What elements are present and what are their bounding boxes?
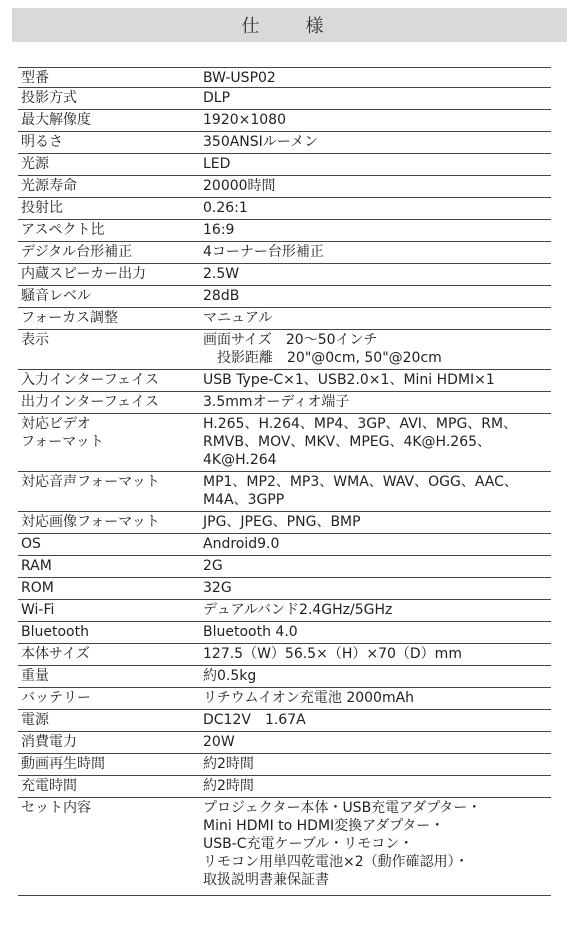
spec-label: デジタル台形補正 xyxy=(18,242,200,264)
spec-label: 光源 xyxy=(18,154,200,176)
spec-label: Wi-Fi xyxy=(18,600,200,622)
spec-label: 型番 xyxy=(18,68,200,88)
spec-row xyxy=(18,392,551,414)
spec-value: Android9.0 xyxy=(200,534,551,556)
spec-label: 出力インターフェイス xyxy=(18,392,200,414)
spec-row xyxy=(18,732,551,754)
spec-label: 最大解像度 xyxy=(18,110,200,132)
spec-value: DLP xyxy=(200,88,551,110)
spec-label: 内蔵スピーカー出力 xyxy=(18,264,200,286)
spec-value: 350ANSIルーメン xyxy=(200,132,551,154)
spec-label: 投影方式 xyxy=(18,88,200,110)
spec-value: 0.26:1 xyxy=(200,198,551,220)
spec-value: 20000時間 xyxy=(200,176,551,198)
spec-row xyxy=(18,710,551,732)
spec-label: セット内容 xyxy=(18,798,200,896)
spec-value: 1920×1080 xyxy=(200,110,551,132)
spec-label: 重量 xyxy=(18,666,200,688)
spec-value: 2G xyxy=(200,556,551,578)
spec-label: 光源寿命 xyxy=(18,176,200,198)
spec-row xyxy=(18,308,551,330)
spec-row xyxy=(18,776,551,798)
spec-row xyxy=(18,472,551,512)
spec-row xyxy=(18,666,551,688)
spec-label: 充電時間 xyxy=(18,776,200,798)
spec-label: 対応ビデオ フォーマット xyxy=(18,414,200,472)
spec-value: マニュアル xyxy=(200,308,551,330)
spec-value: 4コーナー台形補正 xyxy=(200,242,551,264)
spec-label: 電源 xyxy=(18,710,200,732)
spec-label: バッテリー xyxy=(18,688,200,710)
spec-value: 127.5（W）56.5×（H）×70（D）mm xyxy=(200,644,551,666)
spec-value: Bluetooth 4.0 xyxy=(200,622,551,644)
spec-title: 仕 様 xyxy=(241,16,338,37)
spec-row xyxy=(18,512,551,534)
spec-label: 本体サイズ xyxy=(18,644,200,666)
spec-row xyxy=(18,110,551,132)
spec-value: 約2時間 xyxy=(200,776,551,798)
spec-table xyxy=(18,67,551,896)
spec-row xyxy=(18,578,551,600)
spec-value: 約2時間 xyxy=(200,754,551,776)
spec-row xyxy=(18,600,551,622)
spec-row xyxy=(18,264,551,286)
spec-label: Bluetooth xyxy=(18,622,200,644)
spec-label: 騒音レベル xyxy=(18,286,200,308)
spec-row xyxy=(18,644,551,666)
spec-label: 対応画像フォーマット xyxy=(18,512,200,534)
spec-row xyxy=(18,68,551,88)
spec-row xyxy=(18,534,551,556)
spec-value: 16:9 xyxy=(200,220,551,242)
spec-header xyxy=(12,8,567,42)
spec-value: 約0.5kg xyxy=(200,666,551,688)
spec-label: 消費電力 xyxy=(18,732,200,754)
spec-value: リチウムイオン充電池 2000mAh xyxy=(200,688,551,710)
spec-row xyxy=(18,556,551,578)
spec-row xyxy=(18,622,551,644)
spec-value: USB Type-C×1、USB2.0×1、Mini HDMI×1 xyxy=(200,370,551,392)
spec-label: ROM xyxy=(18,578,200,600)
spec-value: プロジェクター本体・USB充電アダプター・ Mini HDMI to HDMI変換アダプター・ USB-C充電ケーブル・リモコン・ リモコン用単四乾電池×2（動作確認用）・ 取扱説明書兼保証書 xyxy=(200,798,551,896)
spec-value: 2.5W xyxy=(200,264,551,286)
spec-label: 表示 xyxy=(18,330,200,370)
spec-label: 明るさ xyxy=(18,132,200,154)
spec-row xyxy=(18,286,551,308)
spec-row xyxy=(18,132,551,154)
spec-row xyxy=(18,688,551,710)
spec-value: H.265、H.264、MP4、3GP、AVI、MPG、RM、 RMVB、MOV、MKV、MPEG、4K@H.265、 4K@H.264 xyxy=(200,414,551,472)
spec-value: LED xyxy=(200,154,551,176)
spec-label: RAM xyxy=(18,556,200,578)
spec-value: デュアルバンド2.4GHz/5GHz xyxy=(200,600,551,622)
spec-row xyxy=(18,154,551,176)
spec-value: 3.5mmオーディオ端子 xyxy=(200,392,551,414)
spec-value: DC12V 1.67A xyxy=(200,710,551,732)
spec-table-body xyxy=(18,68,551,896)
spec-value: 32G xyxy=(200,578,551,600)
spec-value: 画面サイズ 20～50インチ 投影距離 20"@0cm, 50"@20cm xyxy=(200,330,551,370)
spec-value: BW-USP02 xyxy=(200,68,551,88)
spec-label: フォーカス調整 xyxy=(18,308,200,330)
spec-label: 入力インターフェイス xyxy=(18,370,200,392)
spec-label: 対応音声フォーマット xyxy=(18,472,200,512)
spec-value: 28dB xyxy=(200,286,551,308)
spec-label: アスペクト比 xyxy=(18,220,200,242)
spec-label: OS xyxy=(18,534,200,556)
spec-label: 投射比 xyxy=(18,198,200,220)
spec-row xyxy=(18,798,551,896)
spec-row xyxy=(18,242,551,264)
spec-value: JPG、JPEG、PNG、BMP xyxy=(200,512,551,534)
spec-value: MP1、MP2、MP3、WMA、WAV、OGG、AAC、 M4A、3GPP xyxy=(200,472,551,512)
spec-row xyxy=(18,330,551,370)
spec-row xyxy=(18,198,551,220)
spec-row xyxy=(18,88,551,110)
spec-value: 20W xyxy=(200,732,551,754)
spec-label: 動画再生時間 xyxy=(18,754,200,776)
spec-row xyxy=(18,220,551,242)
spec-row xyxy=(18,754,551,776)
spec-row xyxy=(18,414,551,472)
spec-row xyxy=(18,176,551,198)
spec-row xyxy=(18,370,551,392)
